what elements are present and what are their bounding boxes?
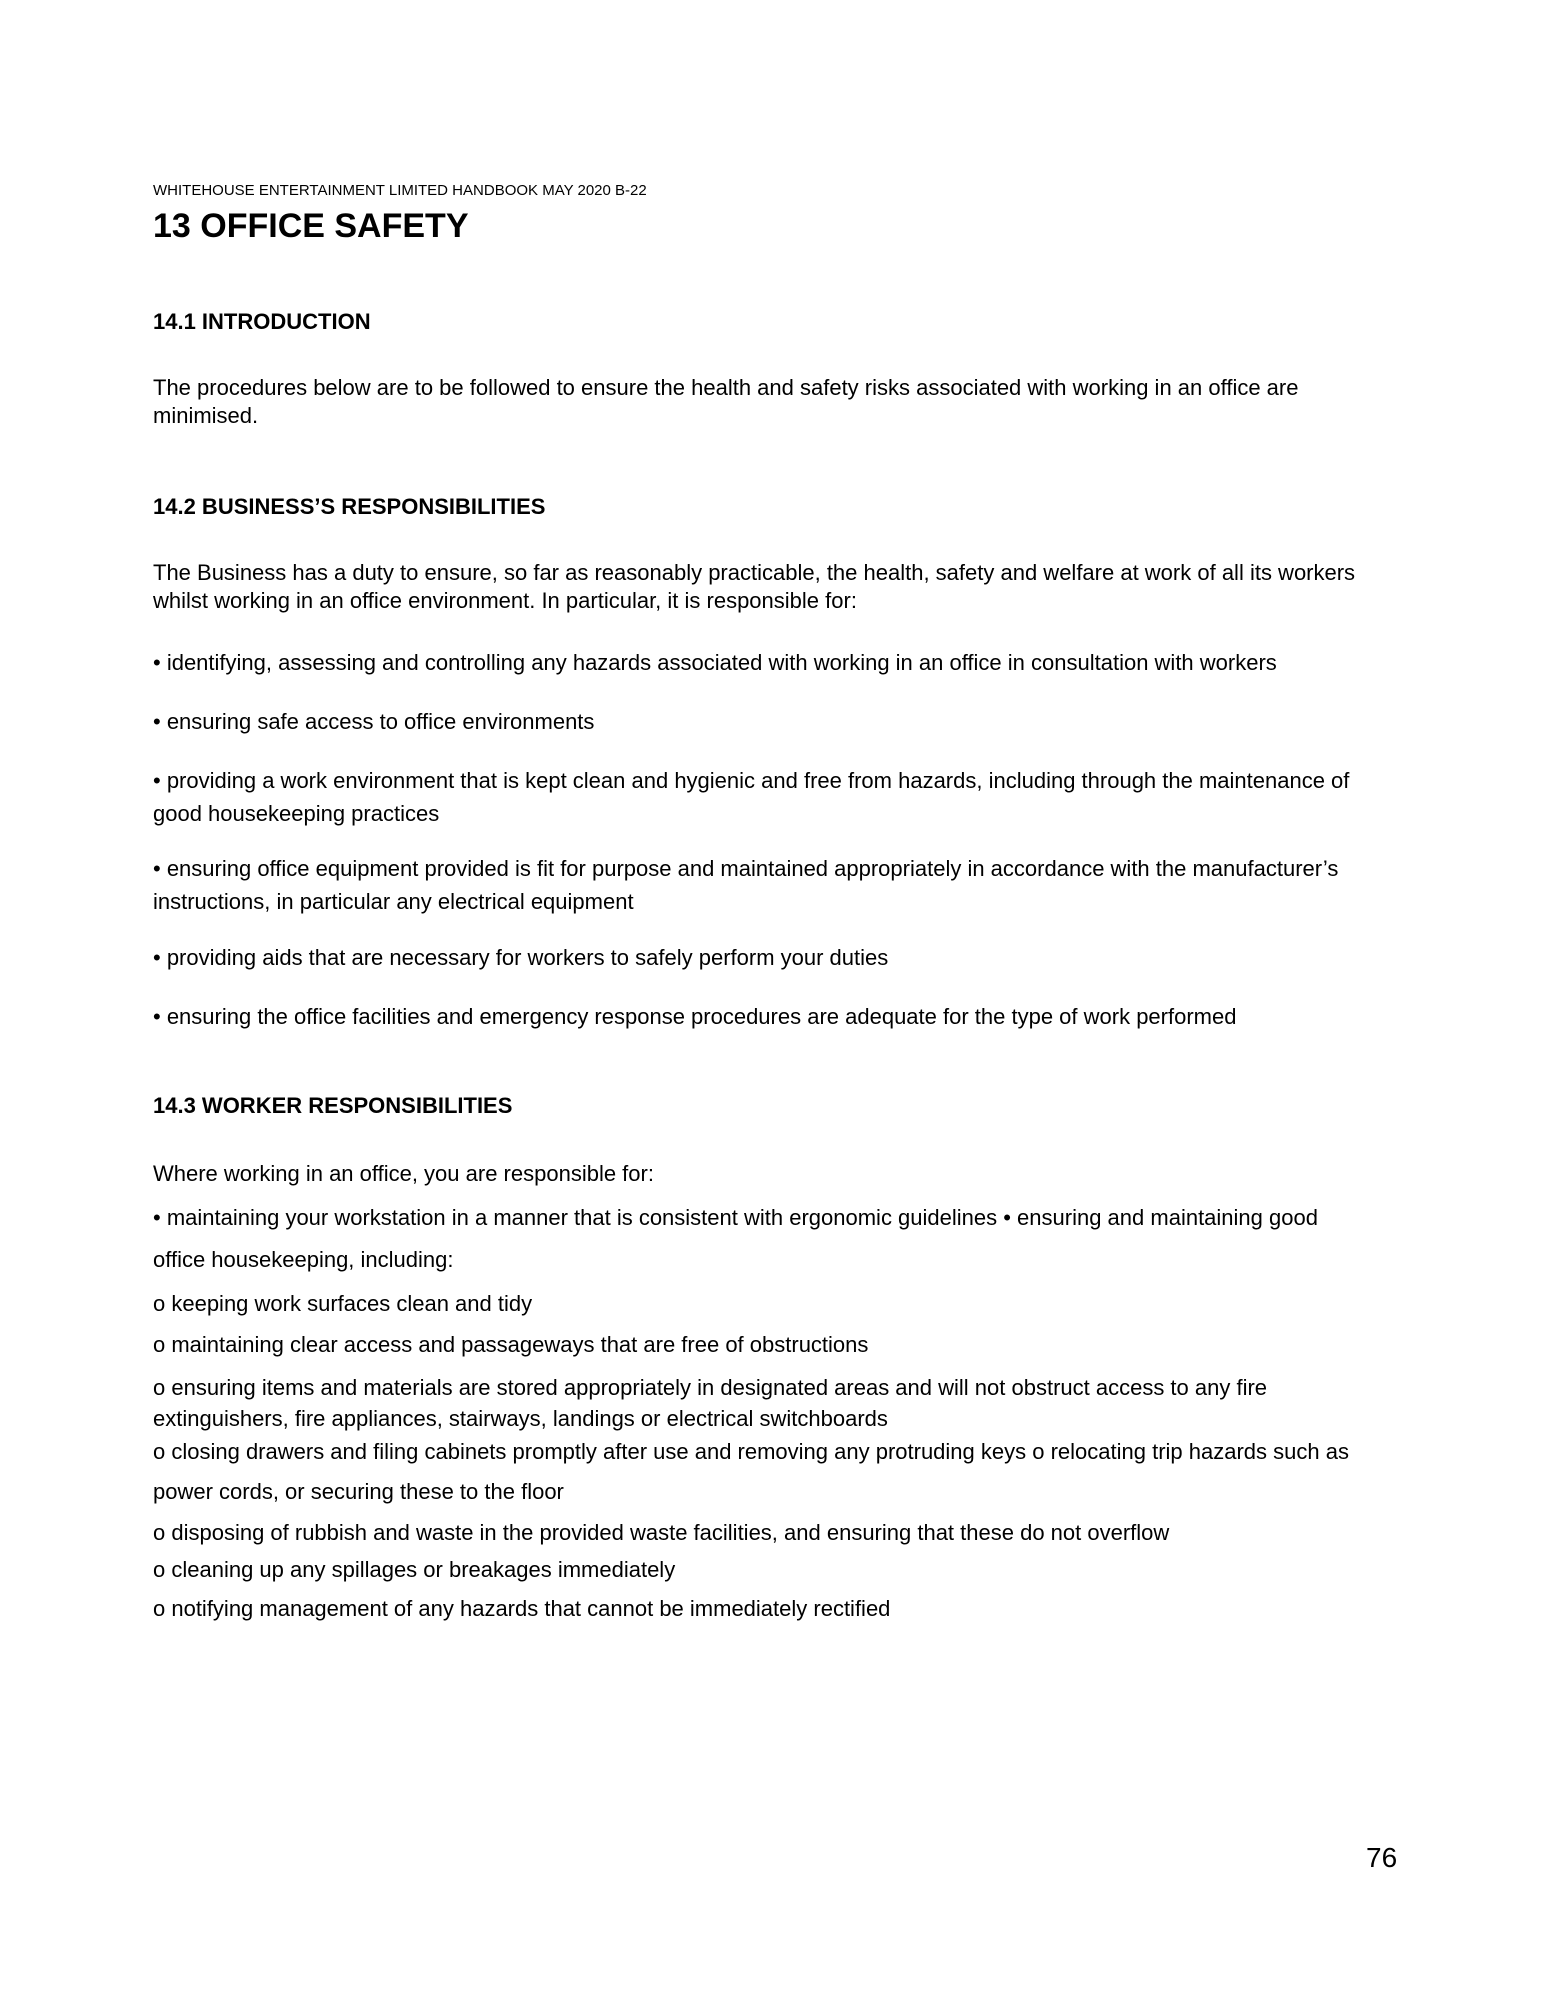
worker-bullet-item: • maintaining your workstation in a manner that is consistent with ergonomic guidelines • ensuring and maintaining good <box>153 1205 1318 1230</box>
worker-sub-item: o disposing of rubbish and waste in the provided waste facilities, and ensuring that these do not overflow <box>153 1520 1170 1545</box>
section-heading-business-responsibilities: 14.2 BUSINESS’S RESPONSIBILITIES <box>153 494 546 519</box>
introduction-paragraph-line: The procedures below are to be followed to ensure the health and safety risks associated with working in an office are <box>153 375 1299 400</box>
chapter-title: 13 OFFICE SAFETY <box>153 207 469 245</box>
business-bullet-item: • ensuring the office facilities and emergency response procedures are adequate for the type of work performed <box>153 1004 1237 1029</box>
section-heading-introduction: 14.1 INTRODUCTION <box>153 309 371 334</box>
business-paragraph-line: The Business has a duty to ensure, so far as reasonably practicable, the health, safety and welfare at work of all its workers <box>153 560 1356 585</box>
worker-sub-item-continuation: extinguishers, fire appliances, stairways, landings or electrical switchboards <box>153 1406 888 1431</box>
worker-sub-item: o closing drawers and filing cabinets promptly after use and removing any protruding keys o relocating trip hazards such as <box>153 1439 1349 1464</box>
business-bullet-item: • ensuring safe access to office environments <box>153 709 595 734</box>
business-bullet-item-continuation: good housekeeping practices <box>153 801 440 826</box>
business-paragraph-line: whilst working in an office environment. In particular, it is responsible for: <box>153 588 857 613</box>
worker-sub-item: o maintaining clear access and passageways that are free of obstructions <box>153 1332 869 1357</box>
worker-sub-item: o ensuring items and materials are stored appropriately in designated areas and will not obstruct access to any fire <box>153 1375 1268 1400</box>
business-bullet-item-continuation: instructions, in particular any electrical equipment <box>153 889 634 914</box>
business-bullet-item: • ensuring office equipment provided is fit for purpose and maintained appropriately in accordance with the manufacturer’s <box>153 856 1339 881</box>
section-heading-worker-responsibilities: 14.3 WORKER RESPONSIBILITIES <box>153 1093 513 1118</box>
page-number: 76 <box>1366 1842 1398 1873</box>
business-bullet-item: • identifying, assessing and controlling any hazards associated with working in an office in consultation with workers <box>153 650 1277 675</box>
worker-sub-item: o keeping work surfaces clean and tidy <box>153 1291 533 1316</box>
business-bullet-item: • providing a work environment that is kept clean and hygienic and free from hazards, including through the maintenance of <box>153 768 1350 793</box>
worker-sub-item: o cleaning up any spillages or breakages immediately <box>153 1557 676 1582</box>
introduction-paragraph-line: minimised. <box>153 403 259 428</box>
worker-bullet-item-continuation: office housekeeping, including: <box>153 1247 454 1272</box>
worker-sub-item-continuation: power cords, or securing these to the floor <box>153 1479 564 1504</box>
running-header: WHITEHOUSE ENTERTAINMENT LIMITED HANDBOOK MAY 2020 B-22 <box>153 182 647 199</box>
worker-sub-item: o notifying management of any hazards that cannot be immediately rectified <box>153 1596 891 1621</box>
business-bullet-item: • providing aids that are necessary for workers to safely perform your duties <box>153 945 889 970</box>
worker-intro-paragraph: Where working in an office, you are responsible for: <box>153 1161 654 1186</box>
